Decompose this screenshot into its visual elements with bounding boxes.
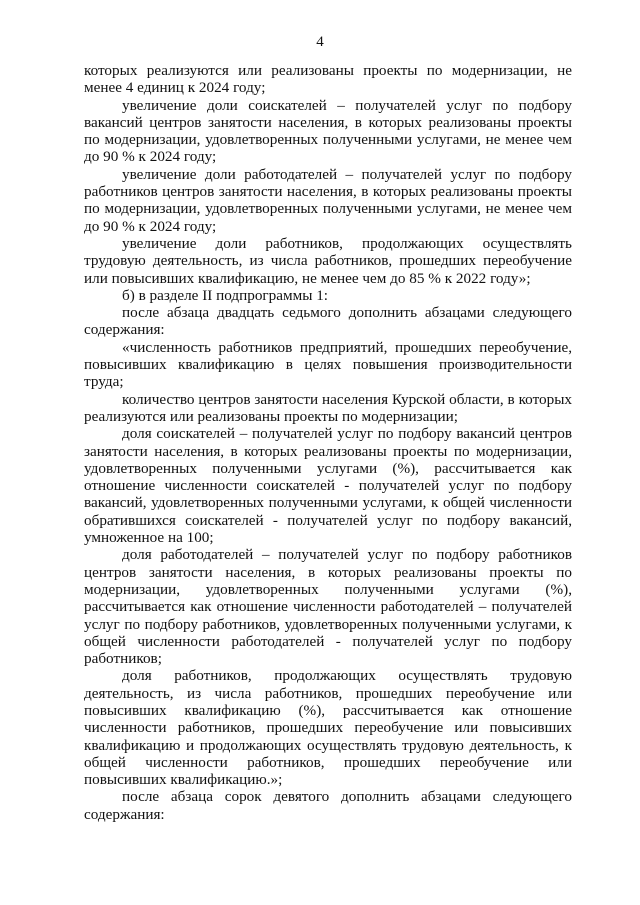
paragraph-workers-share: увеличение доли работников, продолжающих осуществлять трудовую деятельность, из числа работников, прошедших переобучение или повысивших квалификацию, не менее чем до 85 % к 2022 году»; [84,234,572,287]
paragraph-job-seekers-formula: доля соискателей – получателей услуг по подбору вакансий центров занятости населения, в которых реализованы проекты по модернизации, удовлетворенных полученными услугами (%), рассчитывается как отношение численности соискателей - получателей услуг по подбору вакансий, удовлетворенных полученными услугами, к общей численности обратившихся соискателей - получателей услуг по подбору вакансий, умноженное на 100; [84,425,572,547]
paragraph-job-seekers-share: увеличение доли соискателей – получателей услуг по подбору вакансий центров занятости населения, в которых реализованы проекты по модернизации, удовлетворенных полученными услугами, не менее чем до 90 % к 2024 году; [84,96,572,166]
page-number: 4 [316,34,324,50]
paragraph-section-ii: б) в разделе II подпрограммы 1: [122,286,329,304]
document-body [84,62,572,823]
paragraph-employers-formula: доля работодателей – получателей услуг по подбору работников центров занятости населения, в которых реализованы проекты по модернизации, удовлетворенных полученными услугами (%), рассчитывается как отношение численности работодателей – получателей услуг по подбору работников, удовлетворенных полученными услугами, к общей численности работодателей - получателей услуг по подбору работников; [84,546,572,668]
paragraph-employers-share: увеличение доли работодателей – получателей услуг по подбору работников центров занятости населения, в которых реализованы проекты по модернизации, удовлетворенных полученными услугами, не менее чем до 90 % к 2024 году; [84,165,572,235]
paragraph-workers-formula: доля работников, продолжающих осуществлять трудовую деятельность, из числа работников, прошедших переобучение или повысивших квалификацию (%), рассчитывается как отношение численности работников, прошедших переобучение или повысивших квалификацию и продолжающих осуществлять трудовую деятельность, к общей численности работников, прошедших переобучение или повысивших квалификацию.»; [84,667,572,789]
paragraph-after-49th: после абзаца сорок девятого дополнить абзацами следующего содержания: [84,788,572,823]
paragraph-retrained-workers: «численность работников предприятий, прошедших переобучение, повысивших квалификацию в целях повышения производительности труда; [84,338,572,391]
paragraph-continuation: которых реализуются или реализованы проекты по модернизации, не менее 4 единиц к 2024 году; [84,62,572,97]
paragraph-employment-centers-count: количество центров занятости населения Курской области, в которых реализуются или реализованы проекты по модернизации; [84,390,572,425]
paragraph-after-27th: после абзаца двадцать седьмого дополнить абзацами следующего содержания: [84,304,572,339]
